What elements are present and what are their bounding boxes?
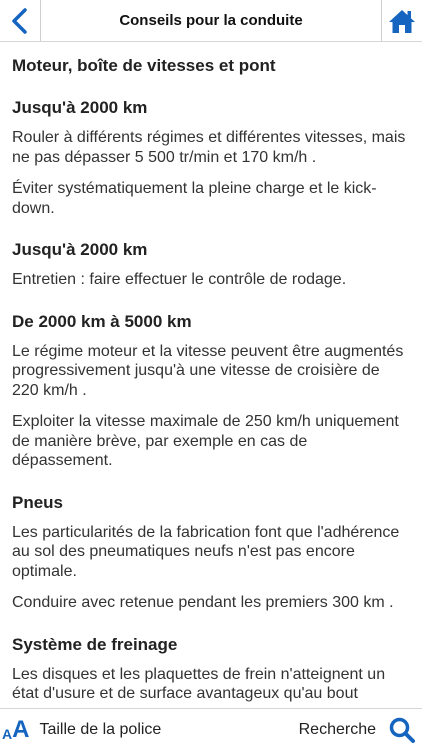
font-size-label: Taille de la police: [39, 720, 162, 738]
bottom-toolbar: [0, 708, 422, 750]
search-button[interactable]: [299, 709, 422, 750]
search-icon: [388, 716, 416, 744]
paragraph: Les disques et les plaquettes de frein n'atteignent un état d'usure et de surface avantageux qu'au bout: [12, 665, 386, 702]
paragraph: Le régime moteur et la vitesse peuvent être augmentés progressivement jusqu'à une vitesse de croisière de 220 km/h .: [12, 342, 404, 399]
block-2: [12, 240, 410, 290]
back-button[interactable]: [0, 0, 41, 41]
page-title: Conseils pour la conduite: [119, 12, 303, 29]
paragraph: Conduire avec retenue pendant les premiers 300 km .: [12, 594, 394, 611]
block-5: [12, 635, 410, 704]
block-heading: Pneus: [12, 492, 64, 512]
home-icon: [388, 8, 416, 34]
search-label: Recherche: [298, 720, 376, 738]
font-size-button[interactable]: [2, 709, 161, 750]
block-heading: Jusqu'à 2000 km: [12, 98, 148, 117]
paragraph: Exploiter la vitesse maximale de 250 km/h uniquement de manière brève, par exemple en cas de dépassement.: [12, 413, 399, 469]
chevron-left-icon: [10, 8, 30, 34]
block-heading: Système de freinage: [12, 634, 178, 654]
block-1: [12, 98, 410, 218]
block-3: [12, 312, 410, 471]
paragraph: Les particularités de la fabrication font que l'adhérence au sol des pneumatiques neufs n'est pas encore optimale.: [12, 523, 400, 580]
paragraph: Éviter systématiquement la pleine charge et le kick-down.: [12, 180, 377, 217]
block-4: [12, 493, 410, 613]
block-heading: Jusqu'à 2000 km: [12, 240, 148, 259]
section-title: Moteur, boîte de vitesses et pont: [12, 56, 276, 75]
paragraph: Entretien : faire effectuer le contrôle de rodage.: [12, 271, 347, 288]
block-heading: De 2000 km à 5000 km: [12, 311, 192, 331]
home-button[interactable]: [381, 0, 422, 41]
top-bar: [0, 0, 422, 42]
font-size-icon: A A: [2, 715, 30, 743]
content-area[interactable]: [0, 42, 422, 708]
paragraph: Rouler à différents régimes et différentes vitesses, mais ne pas dépasser 5 500 tr/min et 170 km/h .: [12, 129, 406, 166]
